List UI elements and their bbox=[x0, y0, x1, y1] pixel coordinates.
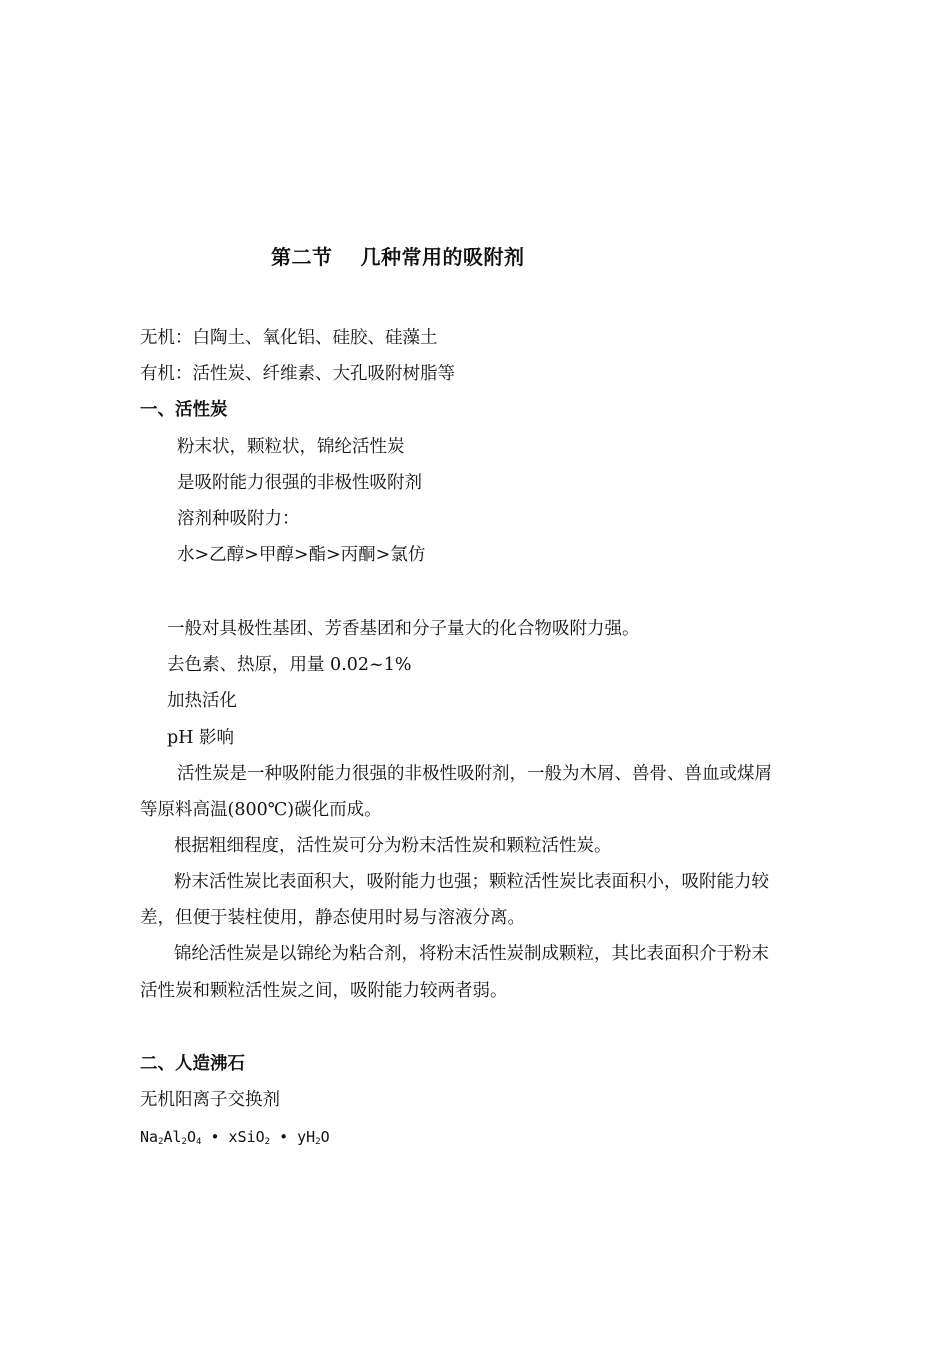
paragraph-line: 活性炭是一种吸附能力很强的非极性吸附剂，一般为木屑、兽骨、兽血或煤屑 bbox=[177, 764, 772, 784]
solvent-order: 水>乙醇>甲醇>酯>丙酮>氯仿 bbox=[177, 545, 426, 565]
section-number: 第二节 bbox=[271, 245, 333, 269]
zeolite-formula: $Na_2Al_2O_4$ • xSiO$_2$ • $yH_2O$ bbox=[140, 1128, 330, 1147]
section2-heading: 二、人造沸石 bbox=[140, 1054, 245, 1074]
organic-line: 有机：活性炭、纤维素、大孔吸附树脂等 bbox=[140, 364, 455, 384]
paragraph-line: 等原料高温(800℃)碳化而成。 bbox=[140, 800, 382, 820]
paragraph-line: 粉末活性炭比表面积大，吸附能力也强；颗粒活性炭比表面积小，吸附能力较 bbox=[174, 872, 769, 892]
paragraph-line: 活性炭和颗粒活性炭之间，吸附能力较两者弱。 bbox=[140, 981, 508, 1001]
section1-note: 加热活化 bbox=[167, 691, 237, 711]
inorganic-line: 无机：白陶土、氧化铝、硅胶、硅藻土 bbox=[140, 328, 438, 348]
section1-note: pH 影响 bbox=[167, 728, 235, 748]
section2-line: 无机阳离子交换剂 bbox=[140, 1090, 280, 1110]
page-title bbox=[271, 243, 525, 271]
paragraph-line: 根据粗细程度，活性炭可分为粉末活性炭和颗粒活性炭。 bbox=[174, 836, 612, 856]
section1-item: 是吸附能力很强的非极性吸附剂 bbox=[177, 473, 422, 493]
paragraph-line: 锦纶活性炭是以锦纶为粘合剂，将粉末活性炭制成颗粒，其比表面积介于粉末 bbox=[174, 944, 769, 964]
section1-item: 粉末状，颗粒状，锦纶活性炭 bbox=[177, 437, 405, 457]
section1-note: 一般对具极性基团、芳香基团和分子量大的化合物吸附力强。 bbox=[167, 619, 640, 639]
section-title-text: 几种常用的吸附剂 bbox=[360, 245, 525, 269]
section1-heading: 一、活性炭 bbox=[140, 400, 228, 420]
section1-note: 去色素、热原，用量 0.02~1% bbox=[167, 655, 412, 675]
paragraph-line: 差，但便于装柱使用，静态使用时易与溶液分离。 bbox=[140, 908, 525, 928]
section1-item: 溶剂种吸附力： bbox=[177, 509, 300, 529]
